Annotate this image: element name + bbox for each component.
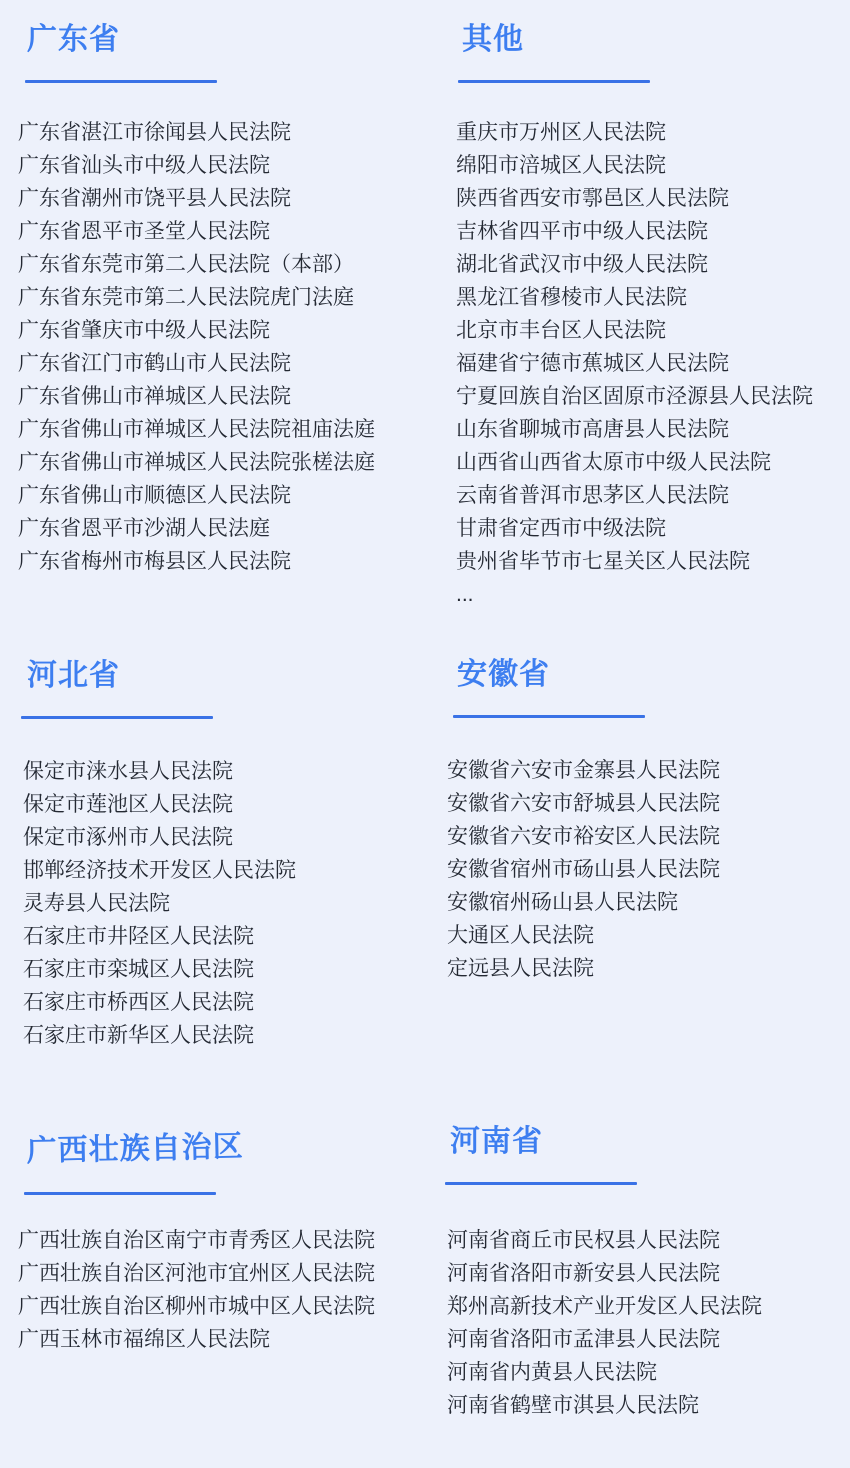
court-list-item: 广东省潮州市饶平县人民法院 <box>18 187 291 210</box>
court-list-item: 安徽省宿州市砀山县人民法院 <box>447 858 720 881</box>
court-list-hebei <box>23 755 296 1052</box>
section-guangdong <box>18 25 375 578</box>
court-list-anhui <box>447 754 720 985</box>
court-list-item: 湖北省武汉市中级人民法院 <box>456 253 708 276</box>
court-list-item: 安徽宿州砀山县人民法院 <box>447 891 678 914</box>
court-list-item: 贵州省毕节市七星关区人民法院 <box>456 550 750 573</box>
court-list-other <box>456 116 813 611</box>
section-henan <box>447 1127 762 1422</box>
court-list-item: 河南省洛阳市孟津县人民法院 <box>447 1328 720 1351</box>
section-anhui <box>447 660 720 985</box>
court-list-item: 保定市莲池区人民法院 <box>23 793 233 816</box>
title-underline <box>24 1192 216 1195</box>
court-list-item: 广东省恩平市沙湖人民法庭 <box>18 517 270 540</box>
court-list-guangxi <box>18 1224 375 1356</box>
court-list-item: 广西壮族自治区柳州市城中区人民法院 <box>18 1295 375 1318</box>
court-list-item: ... <box>456 583 474 606</box>
court-list-henan <box>447 1224 762 1422</box>
court-list-item: 广东省梅州市梅县区人民法院 <box>18 550 291 573</box>
title-underline <box>458 80 650 83</box>
section-hebei <box>23 661 296 1052</box>
section-title-guangdong: 广东省 <box>27 23 120 56</box>
court-list-item: 安徽省六安市金寨县人民法院 <box>447 759 720 782</box>
court-list-item: 广东省肇庆市中级人民法院 <box>18 319 270 342</box>
court-list-item: 河南省鹤壁市淇县人民法院 <box>447 1394 699 1417</box>
court-list-item: 云南省普洱市思茅区人民法院 <box>456 484 729 507</box>
court-list-item: 广东省东莞市第二人民法院（本部） <box>18 253 354 276</box>
court-list-item: 邯郸经济技术开发区人民法院 <box>23 859 296 882</box>
court-list-item: 甘肃省定西市中级法院 <box>456 517 666 540</box>
court-list-item: 广东省江门市鹤山市人民法院 <box>18 352 291 375</box>
court-list-item: 广东省恩平市圣堂人民法院 <box>18 220 270 243</box>
court-list-item: 重庆市万州区人民法院 <box>456 121 666 144</box>
court-list-item: 广东省湛江市徐闻县人民法院 <box>18 121 291 144</box>
court-list-item: 山东省聊城市高唐县人民法院 <box>456 418 729 441</box>
section-guangxi <box>18 1130 375 1356</box>
court-list-item: 宁夏回族自治区固原市泾源县人民法院 <box>456 385 813 408</box>
court-list-item: 安徽省六安市裕安区人民法院 <box>447 825 720 848</box>
court-list-item: 石家庄市栾城区人民法院 <box>23 958 254 981</box>
court-list-item: 河南省商丘市民权县人民法院 <box>447 1229 720 1252</box>
court-list-item: 北京市丰台区人民法院 <box>456 319 666 342</box>
section-other <box>456 25 813 611</box>
court-list-item: 安徽省六安市舒城县人民法院 <box>447 792 720 815</box>
court-list-item: 广东省佛山市顺德区人民法院 <box>18 484 291 507</box>
court-list-item: 定远县人民法院 <box>447 957 594 980</box>
section-title-henan: 河南省 <box>450 1125 543 1158</box>
court-list-item: 山西省山西省太原市中级人民法院 <box>456 451 771 474</box>
court-list-item: 广西壮族自治区南宁市青秀区人民法院 <box>18 1229 375 1252</box>
court-list-item: 河南省内黄县人民法院 <box>447 1361 657 1384</box>
title-underline <box>445 1182 637 1185</box>
court-list-item: 广西壮族自治区河池市宜州区人民法院 <box>18 1262 375 1285</box>
court-list-item: 广东省东莞市第二人民法院虎门法庭 <box>18 286 354 309</box>
court-list-item: 灵寿县人民法院 <box>23 892 170 915</box>
court-list-item: 石家庄市井陉区人民法院 <box>23 925 254 948</box>
court-list-item: 保定市涿州市人民法院 <box>23 826 233 849</box>
court-list-item: 大通区人民法院 <box>447 924 594 947</box>
court-list-item: 福建省宁德市蕉城区人民法院 <box>456 352 729 375</box>
court-list-item: 郑州高新技术产业开发区人民法院 <box>447 1295 762 1318</box>
court-list-item: 吉林省四平市中级人民法院 <box>456 220 708 243</box>
court-list-item: 保定市涞水县人民法院 <box>23 760 233 783</box>
section-title-hebei: 河北省 <box>27 659 120 692</box>
court-list-item: 黑龙江省穆棱市人民法院 <box>456 286 687 309</box>
court-list-item: 广东省汕头市中级人民法院 <box>18 154 270 177</box>
section-title-anhui: 安徽省 <box>457 658 550 691</box>
court-list-item: 绵阳市涪城区人民法院 <box>456 154 666 177</box>
court-list-item: 石家庄市新华区人民法院 <box>23 1024 254 1047</box>
court-list-guangdong <box>18 116 375 578</box>
court-list-item: 广东省佛山市禅城区人民法院张槎法庭 <box>18 451 375 474</box>
court-list-item: 广西玉林市福绵区人民法院 <box>18 1328 270 1351</box>
title-underline <box>21 716 213 719</box>
court-list-item: 陕西省西安市鄠邑区人民法院 <box>456 187 729 210</box>
court-list-item: 广东省佛山市禅城区人民法院 <box>18 385 291 408</box>
title-underline <box>25 80 217 83</box>
section-title-guangxi: 广西壮族自治区 <box>26 1130 244 1168</box>
section-title-other: 其他 <box>462 23 524 56</box>
title-underline <box>453 715 645 718</box>
court-list-item: 石家庄市桥西区人民法院 <box>23 991 254 1014</box>
court-list-item: 广东省佛山市禅城区人民法院祖庙法庭 <box>18 418 375 441</box>
court-list-item: 河南省洛阳市新安县人民法院 <box>447 1262 720 1285</box>
